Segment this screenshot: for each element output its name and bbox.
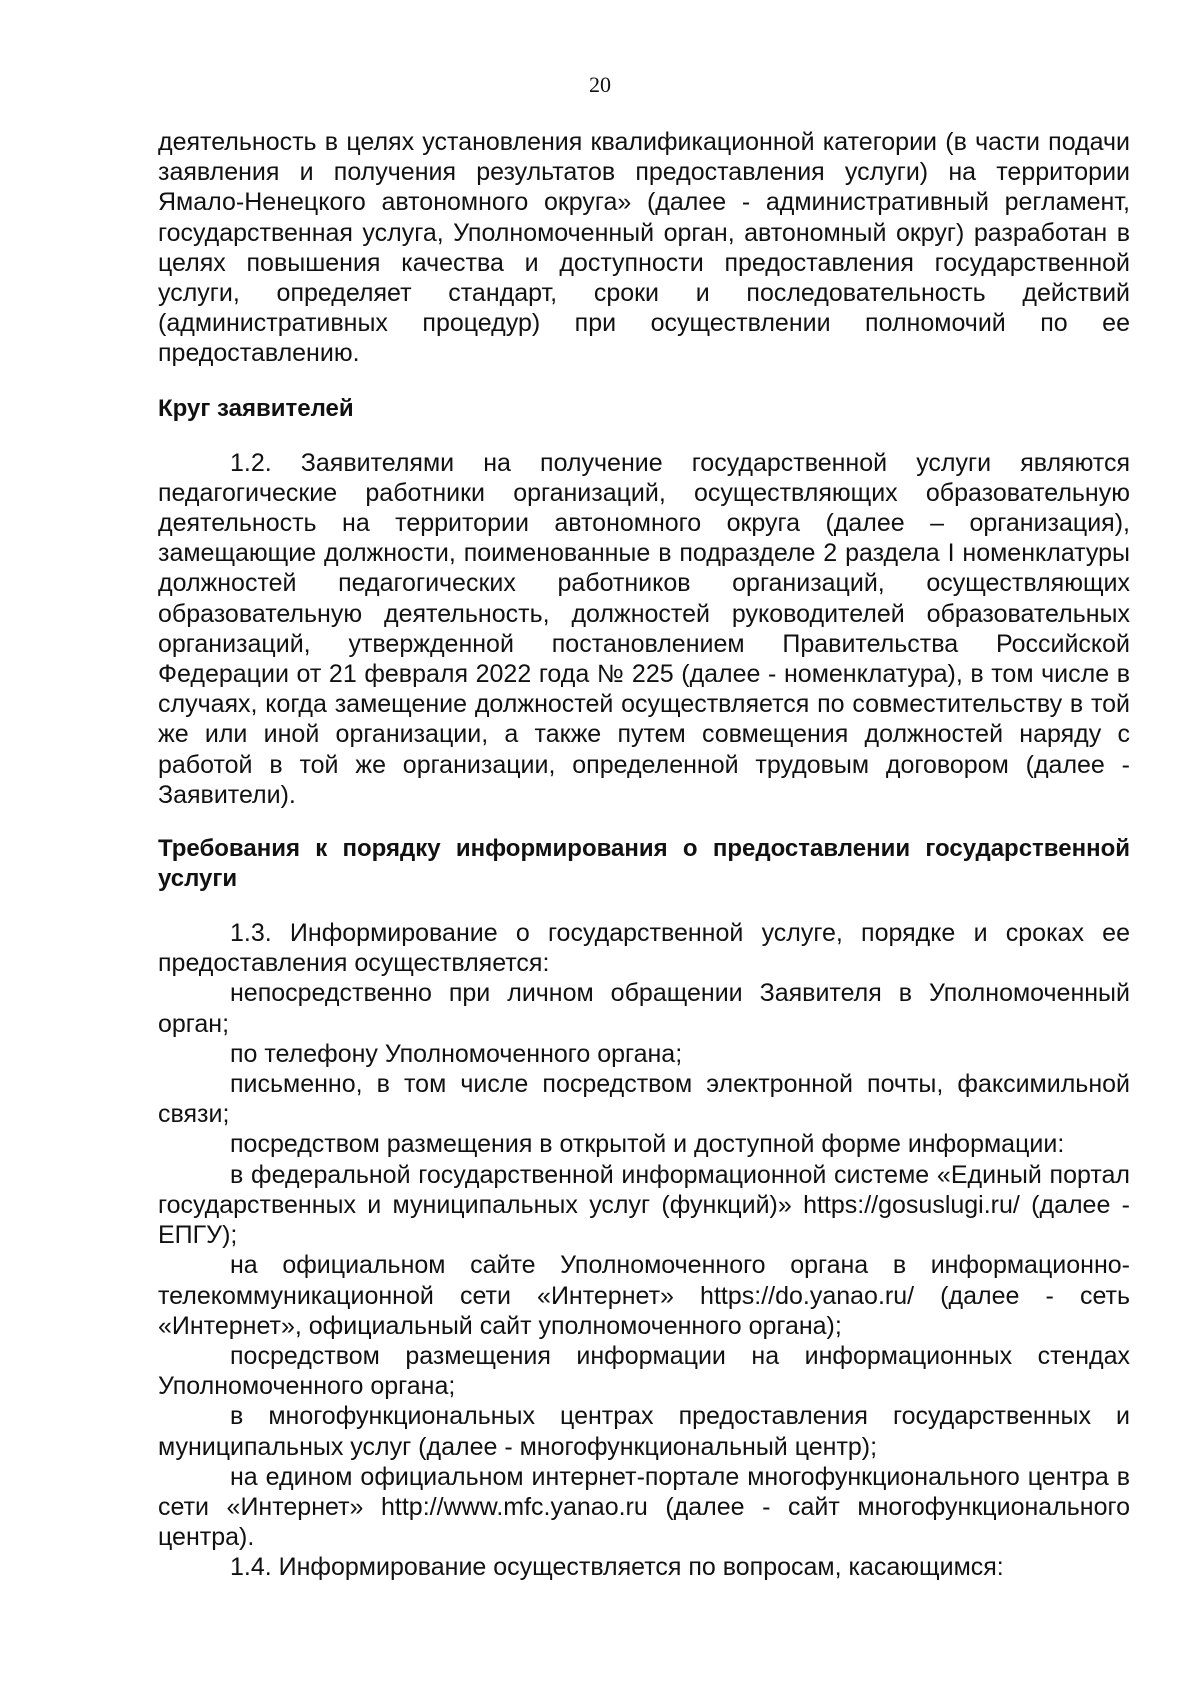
list-item: в многофункциональных центрах предоставления государственных и муниципальных услуг (далее - многофункциональный центр); <box>158 1402 1130 1461</box>
section-heading-informing-requirements: Требования к порядку информирования о предоставлении государственной услуги <box>158 835 1130 893</box>
section-heading-applicants: Круг заявителей <box>158 394 354 422</box>
list-item: посредством размещения информации на информационных стендах Уполномоченного органа; <box>158 1341 1130 1401</box>
list-item: посредством размещения в открытой и доступной форме информации: <box>230 1130 1065 1159</box>
list-item: по телефону Уполномоченного органа; <box>230 1039 683 1068</box>
paragraph-1-2: 1.2. Заявителями на получение государственной услуги являются педагогические работники организаций, осуществляющих образовательную деятельность на территории автономного округа (далее – организация), замещающие должности, поименованные в подразделе 2 раздела I номенклатуры должностей педагогических работников организаций, осуществляющих образовательную деятельность, должностей руководителей образовательных организаций, утвержденной постановлением Правительства Российской Федерации от 21 февраля 2022 года № 225 (далее - номенклатура), в том числе в случаях, когда замещение должностей осуществляется по совместительству в той же или иной организации, а также путем совмещения должностей наряду с работой в той же организации, определенной трудовым договором (далее - Заявители). <box>158 448 1130 809</box>
page-number: 20 <box>589 72 611 97</box>
intro-paragraph: деятельность в целях установления квалификационной категории (в части подачи заявления и получения результатов предоставления услуги) на территории Ямало-Ненецкого автономного округа» (далее - административный регламент, государственная услуга, Уполномоченный орган, автономный округ) разработан в целях повышения качества и доступности предоставления государственной услуги, определяет стандарт, сроки и последовательность действий (административных процедур) при осуществлении полномочий по ее предоставлению. <box>158 128 1130 368</box>
list-item: в федеральной государственной информационной системе «Единый портал государственных и муниципальных услуг (функций)» https://gosuslugi.ru/ (далее - ЕПГУ); <box>158 1160 1130 1250</box>
paragraph-1-4: 1.4. Информирование осуществляется по вопросам, касающимся: <box>230 1553 1004 1582</box>
list-item: на официальном сайте Уполномоченного органа в информационно-телекоммуникационной сети «Интернет» https://do.yanao.ru/ (далее - сеть «Интернет», официальный сайт уполномоченного органа); <box>158 1251 1130 1340</box>
list-item: непосредственно при личном обращении Заявителя в Уполномоченный орган; <box>158 979 1130 1038</box>
paragraph-1-3: 1.3. Информирование о государственной услуге, порядке и сроках ее предоставления осуществляется: <box>158 919 1130 978</box>
list-item: на едином официальном интернет-портале многофункционального центра в сети «Интернет» http://www.mfc.yanao.ru (далее - сайт многофункционального центра). <box>158 1462 1130 1552</box>
document-body <box>158 127 1130 1583</box>
list-item: письменно, в том числе посредством электронной почты, факсимильной связи; <box>158 1070 1130 1129</box>
